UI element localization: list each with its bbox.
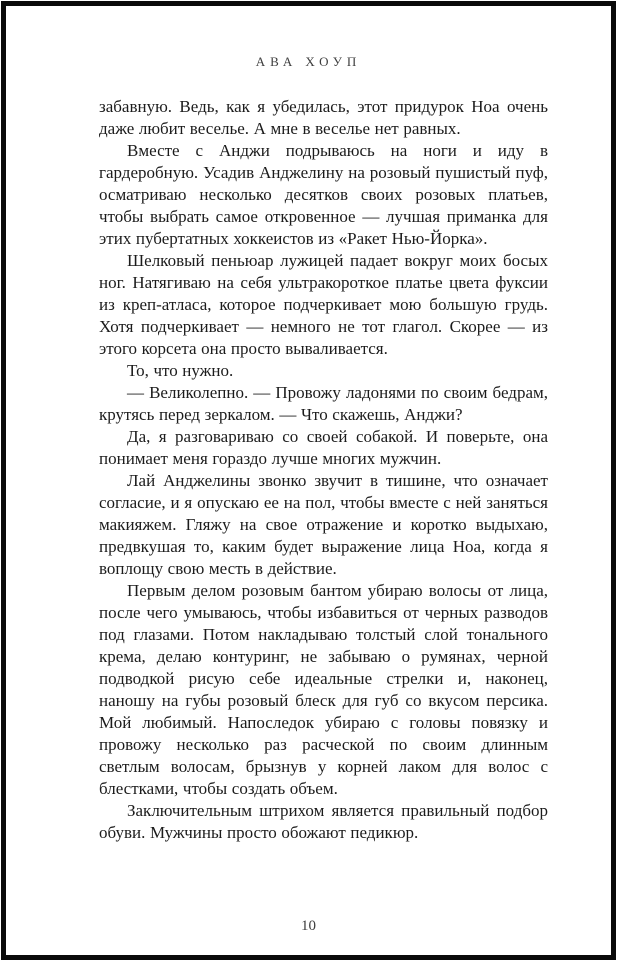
paragraph: забавную. Ведь, как я убедилась, этот придурок Ноа очень даже любит веселье. А мне в веселье нет равных. [99, 97, 548, 138]
paragraph: Заключительным штрихом является правильный подбор обуви. Мужчины просто обожают педикюр. [99, 801, 548, 842]
paragraph: Шелковый пеньюар лужицей падает вокруг моих босых ног. Натягиваю на себя ультракороткое платье цвета фуксии из креп-атласа, которое подчеркивает мою большую грудь. Хотя подчеркивает — немного не тот глагол. Скорее — из этого корсета она просто вываливается. [99, 251, 548, 358]
paragraph: То, что нужно. [127, 361, 234, 380]
page-text [99, 96, 548, 844]
running-header-author: АВА ХОУП [255, 54, 362, 69]
page-number: 10 [301, 918, 316, 934]
paragraph: Вместе с Анджи подрываюсь на ноги и иду в гардеробную. Усадив Анджелину на розовый пушистый пуф, осматриваю несколько десятков своих розовых платьев, чтобы выбрать самое откровенное — лучшая приманка для этих пубертатных хоккеистов из «Ракет Нью-Йорка». [99, 141, 548, 248]
paragraph: Да, я разговариваю со своей собакой. И поверьте, она понимает меня гораздо лучше многих мужчин. [99, 427, 548, 468]
paragraph: Лай Анджелины звонко звучит в тишине, что означает согласие, и я опускаю ее на пол, чтобы вместе с ней заняться макияжем. Гляжу на свое отражение и коротко выдыхаю, предвкушая то, каким будет выражение лица Ноа, когда я воплощу свою месть в действие. [99, 471, 548, 578]
paragraph: — Великолепно. — Провожу ладонями по своим бедрам, крутясь перед зеркалом. — Что скажешь, Анджи? [99, 383, 548, 424]
paragraph: Первым делом розовым бантом убираю волосы от лица, после чего умываюсь, чтобы избавиться от черных разводов под глазами. Потом накладываю толстый слой тонального крема, делаю контуринг, не забываю о румянах, черной подводкой рисую себе идеальные стрелки и, наконец, наношу на губы розовый блеск для губ со вкусом персика. Мой любимый. Напоследок убираю с головы повязку и провожу несколько раз расческой по своим длинным светлым волосам, брызнув у корней лаком для волос с блестками, чтобы создать объем. [99, 581, 548, 798]
